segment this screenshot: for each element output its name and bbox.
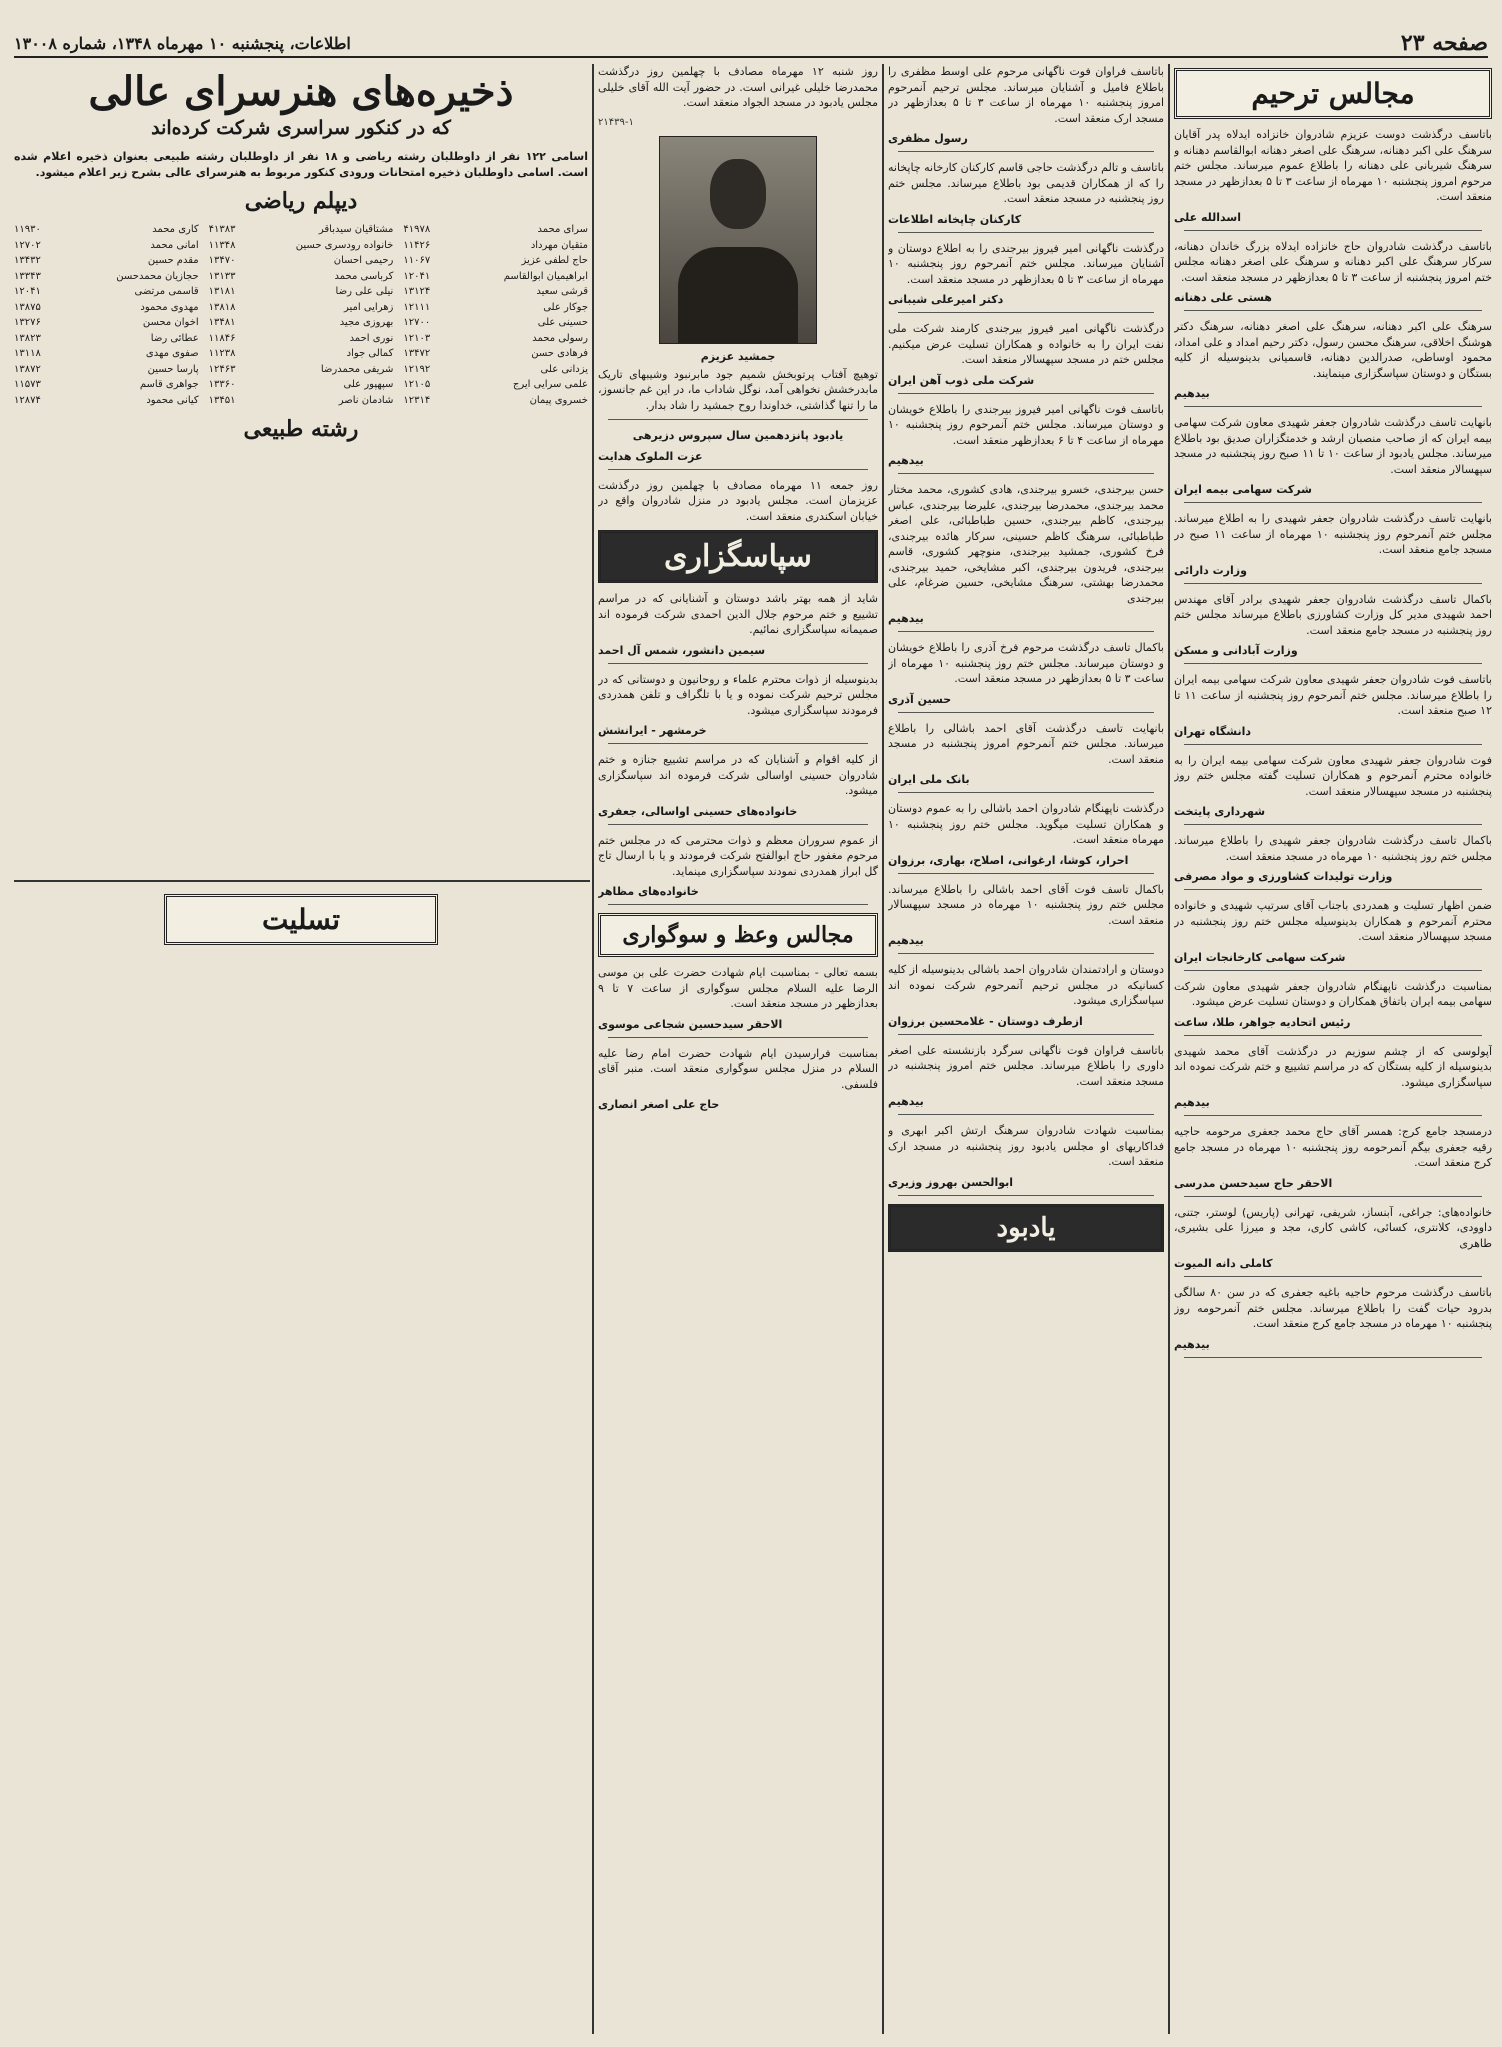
candidate-number: ۱۳۱۲۴ [403,286,431,297]
notice-text: شاید از همه بهتر باشد دوستان و آشنایانی که در مراسم تشییع و ختم مرحوم جلال الدین احمدی شرکت فرموده اند صمیمانه سپاسگزاری نمائیم. [598,592,878,636]
candidate-name: جواهری قاسم [139,379,199,390]
column-memorial-services [1174,64,1492,2034]
divider [898,953,1154,954]
notice-text: بدینوسیله از ذوات محترم علماء و روحانیون و دوستانی که در مجلس ترحیم شرکت نموده و یا با تلگراف و تلفن همدردی فرمودند سپاسگزاری میشود. [598,672,878,717]
candidate-number: ۱۳۴۳۲ [14,255,41,266]
notice-text: دوستان و ارادتمندان شادروان احمد باشالی بدینوسیله از کلیه کسانیکه در مجلس ترحیم آنمرحوم شرکت نموده اند سپاسگزاری میشود. [888,963,1164,1007]
candidate-number: ۱۲۱۱۱ [403,301,431,313]
candidate-number: ۱۲۳۱۴ [403,394,431,406]
candidate-number: ۱۳۸۷۲ [14,363,41,375]
notice-signature: رئیس اتحادیه جواهر، طلا، ساعت [1174,1015,1351,1029]
sermon-signature-2: حاج علی اصغر انصاری [598,1098,720,1111]
candidate-name: سرای محمد [537,224,588,235]
name-row [14,222,199,238]
notice-signature: کاملی دانه المیوت [1174,1257,1273,1270]
memorial-signature: عزت الملوک هدایت [598,449,703,463]
name-row [14,269,199,285]
name-row [209,315,394,331]
notice-signature: بیدهیم [888,1095,924,1108]
section-title-memorial: یادبود [888,1204,1164,1252]
candidate-name: مقدم حسین [147,255,199,266]
candidate-name: شادمان ناصر [338,394,394,406]
divider [898,1114,1154,1115]
divider [608,904,868,905]
candidate-number: ۱۳۴۷۰ [208,255,236,266]
divider [1184,889,1482,890]
column-center [598,64,878,2034]
name-row [403,222,588,238]
notice-signature: شهرداری پایتخت [1174,805,1266,818]
candidate-name: جوکار علی [543,301,588,313]
notice-text: باتاسف درگذشت شادروان حاج خانزاده ایدلاه بزرگ خاندان دهنانه، سرکار سرهنگ علی اکبر دهنانه و سرهنگ علی اصغر دهنانه مجلس ختم امروز پنجشنبه از ساعت ۳ تا ۵ بعدازظهر در مسجد منعقد است. [1174,239,1492,284]
candidate-name: خانواده رودسری حسین [295,239,394,251]
name-row [209,238,394,254]
notice-list [1174,127,1492,1358]
divider [898,473,1154,474]
name-row [14,346,199,362]
candidate-name: پارسا حسین [147,363,199,375]
section-heading-math: دیپلم ریاضی [244,188,358,214]
name-row [14,377,199,393]
candidate-number: ۱۳۸۱۸ [208,301,236,313]
notice-text: باکمال تاسف درگذشت مرحوم فرخ آذری را باطلاع خویشان و دوستان میرساند. مجلس ختم روز پنجشنبه ۱۰ مهرماه از ساعت ۳ تا ۵ بعدازظهر در مسجد منعقد است. [888,641,1164,685]
sermon-notice: بسمه تعالی - بمناسبت ایام شهادت حضرت علی بن موسی الرضا علیه السلام مجلس سوگواری از ساعت ۷ تا ۹ بعدازظهر در مسجد منعقد است. [598,966,878,1010]
name-row [403,315,588,331]
divider [1184,310,1482,311]
divider [608,469,868,470]
notice-signature: رسول مظفری [888,132,968,145]
notice-text: ضمن اظهار تسلیت و همدردی باجناب آقای سرتیپ شهیدی و خانواده محترم آنمرحوم و همکاران بدینوسیله مجلس ختم روز پنجشنبه در مسجد سپهسالار منعقد است. [1174,899,1492,943]
article-subtitle: که در کنکور سراسری شرکت کرده‌اند [151,117,451,139]
name-row [403,362,588,378]
candidate-number: ۱۱۳۴۸ [208,239,236,251]
candidate-name: کیانی محمود [146,394,199,406]
candidate-number: ۱۲۱۰۳ [403,332,431,344]
column-rule [1168,64,1170,2034]
article-title: ذخیره‌های هنرسرای عالی [88,68,514,115]
notice-signature: بیدهیم [1174,1096,1210,1109]
photo-caption: جمشید عزیزم [700,349,776,363]
notice-signature: وزارت تولیدات کشاورزی و مواد مصرفی [1174,870,1393,883]
candidate-name: زهرایی امیر [343,301,394,313]
divider [1184,663,1482,664]
candidate-number: ۱۲۱۹۲ [403,363,431,375]
column-reserve-list [14,64,588,874]
candidate-number: ۱۳۲۷۶ [14,317,41,328]
notice-text: باکمال تاسف درگذشت شادروان جعفر شهیدی را باطلاع میرساند. مجلس ختم روز پنجشنبه ۱۰ مهرماه در مسجد منعقد است. [1174,834,1492,863]
notice-signature: ابوالحسن بهروز وزیری [888,1175,1014,1189]
fortieth-day-notice: روز جمعه ۱۱ مهرماه مصادف با چهلمین روز درگذشت عزیزمان است. مجلس یادبود در منزل شادروان واقع در خیابان اسکندری منعقد است. [598,478,878,523]
candidate-name: عطائی رضا [150,332,199,344]
divider [1184,583,1482,584]
candidate-number: ۱۳۴۸۱ [208,317,236,328]
masthead: اطلاعات، پنجشنبه ۱۰ مهرماه ۱۳۴۸، شماره ۱۳۰۰۸ [14,33,351,53]
name-row [14,362,199,378]
column-rule [592,64,594,2034]
candidate-name: قرشی سعید [536,286,588,297]
candidate-name: حجازیان محمدحسن [116,270,199,282]
candidate-number: ۱۳۱۸۱ [208,286,236,297]
section-title-thanks: سپاسگزاری [598,530,878,583]
candidate-number: ۱۱۸۴۶ [208,332,236,344]
candidate-name: امانی محمد [150,239,199,251]
candidate-name: کرباسی محمد [334,270,394,282]
section-title-condolence: تسلیت [164,894,438,945]
notice-text: درگذشت ناپهنگام شادروان احمد باشالی را به عموم دوستان و همکاران تسلیت میگوید. مجلس ختم روز پنجشنبه ۱۰ مهرماه منعقد است. [888,802,1164,846]
notice-text: سرهنگ علی اکبر دهنانه، سرهنگ علی اصغر دهنانه، سرهنگ دکتر هوشنگ اخلاقی، سرهنگ محسن رسول، دکتر رحیم امداد و علی امداد، محمود اوساطی، صدرالدین دهنانه، قاسمیانی بدینوسیله از کلیه بستگان و دوستان سپاسگزاری مینمایند. [1174,320,1492,380]
candidate-number: ۱۱۵۷۳ [14,379,41,390]
section-title-memorial-services: مجالس ترحیم [1174,68,1492,119]
candidate-number: ۱۳۸۲۳ [14,332,41,344]
divider [1184,970,1482,971]
divider [898,712,1154,713]
notice-signature: ازطرف دوستان - غلامحسین برزوان [888,1014,1083,1028]
candidate-number: ۱۳۳۶۰ [208,379,236,390]
candidate-number: ۱۳۳۴۳ [14,270,41,282]
candidate-name: رسولی محمد [532,332,588,344]
divider [1184,824,1482,825]
candidate-name: مشتاقیان سیدباقر [318,224,394,235]
name-row [14,253,199,269]
notice-text: بمناسبت شهادت شادروان سرهنگ ارتش اکبر ابهری و فداکاریهای او مجلس یادبود روز پنجشنبه در مسجد ارک منعقد است. [888,1124,1164,1168]
divider [1184,1196,1482,1197]
name-row [403,238,588,254]
notice-signature: دانشگاه تهران [1174,724,1251,738]
notice-signature: خانواده‌های حسینی اواسالی، جعفری [598,804,798,818]
name-row [14,238,199,254]
candidate-name: رحیمی احسان [333,255,394,266]
divider [608,663,868,664]
candidate-name: مهدوی محمود [140,301,199,313]
divider [608,419,868,420]
notice-signature: وزارت آبادانی و مسکن [1174,644,1298,657]
divider [1184,1357,1482,1358]
divider [1184,230,1482,231]
candidate-name: علمی سرایی ایرج [512,379,588,390]
notice-signature: اسدالله علی [1174,210,1241,224]
divider [1184,1115,1482,1116]
divider [1184,1276,1482,1277]
divider [898,873,1154,874]
candidate-name: نیلی علی رضا [335,286,394,297]
candidate-number: ۱۳۴۷۲ [403,348,431,359]
notice-text: باتاسف فراوان فوت ناگهانی سرگرد بازنشسته علی اصغر داوری را باطلاع میرساند. مجلس ختم امروز پنجشنبه در مسجد منعقد است. [888,1043,1164,1088]
portrait-photo [659,136,817,344]
candidate-name: صفوی مهدی [145,348,199,359]
notice-list [888,64,1164,1196]
name-row [14,331,199,347]
memorial-notice: یادبود پانزدهمین سال سپروس دزیرهی [632,429,844,442]
name-row [403,300,588,316]
sermon-signature: الاحقر سیدحسین شجاعی موسوی [598,1017,783,1031]
name-row [209,393,394,409]
notice-signature: بیدهیم [1174,1337,1210,1351]
candidate-number: ۴۱۹۷۸ [403,224,431,235]
candidate-name: فرهادی حسن [531,348,588,359]
page-number: صفحه ۲۳ [1400,30,1488,56]
name-row [403,377,588,393]
notice-signature: بیدهیم [888,934,924,947]
name-row [209,300,394,316]
divider [898,151,1154,152]
candidate-number: ۱۲۷۰۲ [14,239,41,251]
section-heading-natural: رشته طبیعی [243,416,359,442]
article-intro: اسامی ۱۲۲ نفر از داوطلبان رشته ریاضی و ۱۸ نفر از داوطلبان رشته طبیعی بعنوان ذخیره اعلام شده است. اسامی داوطلبان ذخیره امتحانات ورودی کنکور مربوط به هنرسرای عالی بشرح زیر اعلام میشود. [14,150,588,179]
notice-text: از کلیه اقوام و آشنایان که در مراسم تشییع جنازه و ختم شادروان حسینی اواسالی شرکت فرموده اند سپاسگزاری میشود. [598,753,878,797]
candidate-number: ۱۳۸۷۵ [14,301,41,313]
notice-signature: حسین آذری [888,692,952,706]
section-title-sermons: مجالس وعظ و سوگواری [598,913,878,957]
name-row [209,377,394,393]
divider [898,792,1154,793]
notice-text: بمناسبت درگذشت ناپهنگام شادروان جعفر شهیدی معاون شرکت سهامی بیمه ایران باتفاق همکاران و دوستان تسلیت عرض میشود. [1174,979,1492,1008]
column-notices [888,64,1164,2034]
notice-signature: شرکت سهامی بیمه ایران [1174,483,1312,496]
notice-text: درمسجد جامع کرج: همسر آقای حاج محمد جعفری مرحومه حاجیه رقیه جعفری بیگم آنمرحومه روز پنجشنبه ۱۰ مهرماه در مسجد جامع کرج منعقد است. [1174,1125,1492,1169]
candidate-number: ۱۲۱۰۵ [403,379,431,390]
notice-text: باتاسف و تالم درگذشت حاجی قاسم کارکنان کارخانه چاپخانه را که از همکاران قدیمی بود باطلاع میرساند. مجلس ختم روز پنجشنبه در مسجد منعقد است. [888,161,1164,205]
candidate-name: نوری احمد [349,332,394,344]
divider [898,1195,1154,1196]
notice-text: بانهایت تاسف درگذشت آقای احمد باشالی را باطلاع میرساند. مجلس ختم آنمرحوم امروز پنجشنبه در مسجد منعقد است. [888,721,1164,766]
candidate-number: ۴۱۳۸۳ [208,224,236,235]
thanks-list [598,591,878,905]
candidate-name: حسینی علی [537,317,588,328]
name-row [403,393,588,409]
candidate-number: ۱۱۰۶۷ [403,255,431,266]
notice-text: باکمال تاسف فوت آقای احمد باشالی را باطلاع میرساند. مجلس ختم روز پنجشنبه ۱۰ مهرماه در مسجد سپهسالار منعقد است. [888,882,1164,927]
notice-signature: وزارت دارائی [1174,563,1247,577]
name-row [403,346,588,362]
section-rule [14,880,590,882]
candidate-name: ابراهیمیان ابوالقاسم [503,270,588,282]
divider [898,393,1154,394]
notice-text: درگذشت ناگهانی امیر فیروز بیرجندی را به اطلاع دوستان و آشنایان میرساند. مجلس ختم آنمرحوم روز پنجشنبه ۱۰ مهرماه از ساعت ۳ تا ۵ بعدازظهر در مسجد منعقد است. [888,241,1164,286]
name-row [14,300,199,316]
notice-signature: بیدهیم [888,454,924,467]
name-row [209,222,394,238]
notice-signature: بیدهیم [888,612,924,625]
candidate-name: کاری محمد [152,224,199,235]
notice-text: خانواده‌های: جراغی، آبنساز، شریفی، تهرانی (پاریس) لوستر، جتنی، داوودی، کلانتری، کسائی، کاشی کاری، مجد و میرزا علی بشیری، طاهری [1174,1205,1492,1250]
divider [1184,744,1482,745]
column-condolences [14,890,588,2030]
names-table [14,222,588,408]
candidate-number: ۱۱۴۲۶ [403,239,431,251]
candidate-name: حاج لطفی عزیز [521,255,588,266]
divider [608,743,868,744]
notice-signature: کارکنان چاپخانه اطلاعات [888,212,1022,226]
name-row [403,269,588,285]
notice-text: حسن بیرجندی، خسرو بیرجندی، هادی کشوری، محمد مختار محمد بیرجندی، محمدرضا بیرجندی، علیرضا بیرجندی، عباس بیرجندی، کاظم بیرجندی، حسین طباطبائی، علی اصغر طباطبائی، سرهنگ کاظم حسینی، سرکار هائده بیرجندی، فرخ کشوری، جمشید بیرجندی، منوچهر کشوری، قاسم بیرجندی، فریدون بیرجندی، اکبر مشایخی، حمید بیرجندی، محمدرضا بهشتی، سرهنگ مشایخی، حسین ضرغام، علی بیرجندی [888,483,1164,605]
name-row [209,253,394,269]
candidate-name: یزدانی علی [540,363,588,375]
notice-signature: دکتر امیرعلی شیبانی [888,293,1004,306]
notice-text: از عموم سروران معظم و ذوات محترمی که در مجلس ختم مرحوم مغفور حاج ابوالفتح شرکت فرمودند و یا با ارسال تاج گل ابراز همدردی نمودند سپاسگزاری مینماید. [598,833,878,878]
sermon-notice-2: بمناسبت فرارسیدن ایام شهادت حضرت امام رضا علیه السلام در منزل مجلس سوگواری منعقد است. منبر آقای فلسفی. [598,1046,878,1091]
name-row [403,284,588,300]
divider [898,631,1154,632]
divider [1184,406,1482,407]
candidate-number: ۱۲۰۴۱ [403,270,431,282]
candidate-name: اخوان محسن [142,317,199,328]
candidate-name: شریفی محمدرضا [320,363,394,375]
notice-text: بانهایت تاسف درگذشت شادروان جعفر شهیدی معاون شرکت سهامی بیمه ایران که از صاحب منصبان ارشد و خدمتگزاران صدیق بود باطلاع میرساند. مجلس یادبود از ساعت ۱۰ تا ۱۱ صبح روز پنجشنبه در مسجد سپهسالار منعقد است. [1174,416,1492,476]
candidate-name: متقیان مهرداد [530,239,588,251]
name-row [209,362,394,378]
candidate-name: خسروی پیمان [529,394,588,406]
candidate-name: سپهپور علی [343,379,394,390]
candidate-name: کمالی جواد [346,348,394,359]
memorial-poem: توهیچ آفتاب پرتوبخش شمیم جود مابرنبود وشیبهای تاریک مابدرخشش نخواهی آمد، نوگل شاداب ما، در این غم جانسوز، ما را تنها گذاشتی، خداوندا روح جمشید را شاد بدار. [598,367,878,412]
name-row [209,269,394,285]
notice-text: باکمال تاسف درگذشت شادروان جعفر شهیدی برادر آقای مهندس احمد شهیدی مدیر کل وزارت کشاورزی باطلاع میرساند مجلس ختم روز پنجشنبه در مسجد جامع منعقد است. [1174,592,1492,637]
name-row [209,346,394,362]
divider [608,1037,868,1038]
candidate-number: ۱۲۴۶۳ [208,363,236,375]
candidate-number: ۱۲۸۷۴ [14,394,41,406]
candidate-number: ۱۳۱۱۸ [14,348,41,359]
notice-signature: شرکت سهامی کارخانجات ایران [1174,950,1346,964]
notice-signature: خرمشهر - ایرانشش [598,724,707,737]
notice-text: بانهایت تاسف درگذشت شادروان جعفر شهیدی را به اطلاع میرساند. مجلس ختم آنمرحوم روز پنجشنبه ۱۰ مهرماه از ساعت ۱۱ صبح در مسجد جامع منعقد است. [1174,512,1492,556]
name-row [14,284,199,300]
notice-code: ۲۱۴۳۹-۱ [598,116,634,128]
notice-text: باتاسف درگذشت مرحوم حاجیه باغیه جعفری که در سن ۸۰ سالگی بدرود حیات گفت را باطلاع میرساند. مجلس ختم آنمرحومه روز پنجشنبه ۱۰ مهرماه در مسجد جامع کرج منعقد است. [1174,1286,1492,1330]
name-row [209,331,394,347]
candidate-number: ۱۳۴۵۱ [208,394,236,406]
candidate-number: ۱۱۲۳۸ [208,348,236,359]
divider [898,312,1154,313]
notice-signature: احرار، کوشا، ارغوانی، اصلاح، بهاری، برزوان [888,853,1129,867]
notice-text: باتاسف فوت شادروان جعفر شهیدی معاون شرکت سهامی بیمه ایران را باطلاع میرساند. مجلس ختم آنمرحوم روز پنجشنبه از ساعت ۱۱ تا ۱۲ صبح منعقد است. [1174,673,1492,717]
name-row [403,253,588,269]
notice-text: باتاسف فوت ناگهانی امیر فیروز بیرجندی را باطلاع خویشان و دوستان میرساند. مجلس ختم آنمرحوم روز پنجشنبه ۱۰ مهرماه از ساعت ۴ تا ۶ بعدازظهر منعقد است. [888,402,1164,447]
candidate-name: قاسمی مرتضی [134,286,199,297]
notice-signature: سیمین دانشور، شمس آل احمد [598,643,766,657]
divider [1184,1035,1482,1036]
name-row [209,284,394,300]
notice-signature: هستی علی دهنانه [1174,291,1272,304]
name-row [403,331,588,347]
top-notice: روز شنبه ۱۲ مهرماه مصادف با چهلمین روز درگذشت محمدرضا خلیلی غیرانی است. در حضور آیت الله آقای خلیلی مجلس یادبود در مسجد الجواد منعقد است. [598,65,878,109]
candidate-number: ۱۲۷۰۰ [403,317,431,328]
divider [608,824,868,825]
page-header [14,30,1488,58]
divider [898,1034,1154,1035]
candidate-name: بهروزی مجید [339,317,394,328]
candidate-number: ۱۱۹۳۰ [14,224,41,235]
name-row [14,393,199,409]
candidate-number: ۱۳۱۳۳ [208,270,236,282]
notice-text: باتاسف درگذشت دوست عزیزم شادروان خانزاده ایدلاه پدر آقایان سرهنگ علی اکبر دهنانه، سرهنگ علی اصغر دهنانه ابوالقاسم دهنانه و سرهنگ شیربانی علی دهنانه را باطلاع عموم میرساند. مجلس ختم مرحوم امروز پنجشنبه ۱۰ مهرماه از ساعت ۳ تا ۵ بعدازظهر در مسجد منعقد است. [1174,128,1492,203]
divider [898,232,1154,233]
column-rule [882,64,884,2034]
notice-signature: بیدهیم [1174,387,1210,400]
notice-signature: خانواده‌های مظاهر [598,885,699,898]
divider [1184,502,1482,503]
candidate-number: ۱۲۰۴۱ [14,286,41,297]
notice-signature: الاحقر حاج سیدحسن مدرسی [1174,1176,1333,1190]
name-row [14,315,199,331]
notice-signature: شرکت ملی ذوب آهن ایران [888,373,1035,387]
notice-text: فوت شادروان جعفر شهیدی معاون شرکت سهامی بیمه ایران را به خانواده محترم آنمرحوم و همکاران تسلیت گفته مجلس ختم روز پنجشنبه در مسجد سپهسالار منعقد است. [1174,753,1492,798]
notice-text: باتاسف فراوان فوت ناگهانی مرحوم علی اوسط مظفری را باطلاع فامیل و آشنایان میرساند. مجلس ترحیم آنمرحوم امروز پنجشنبه ۱۰ مهرماه از ساعت ۳ تا ۵ بعدازظهر در مسجد ارک منعقد است. [888,65,1164,125]
notice-signature: بانک ملی ایران [888,773,970,786]
notice-text: آپولوسی که از چشم سوزیم در درگذشت آقای محمد شهیدی بدینوسیله از کلیه بستگان که در مراسم تشییع و ختم شرکت نموده اند سپاسگزاری میشود. [1174,1044,1492,1089]
notice-text: درگذشت ناگهانی امیر فیروز بیرجندی کارمند شرکت ملی نفت ایران را به خانواده و همکاران تسلیت عرض میکنیم. مجلس ختم در مسجد سپهسالار منعقد است. [888,322,1164,366]
